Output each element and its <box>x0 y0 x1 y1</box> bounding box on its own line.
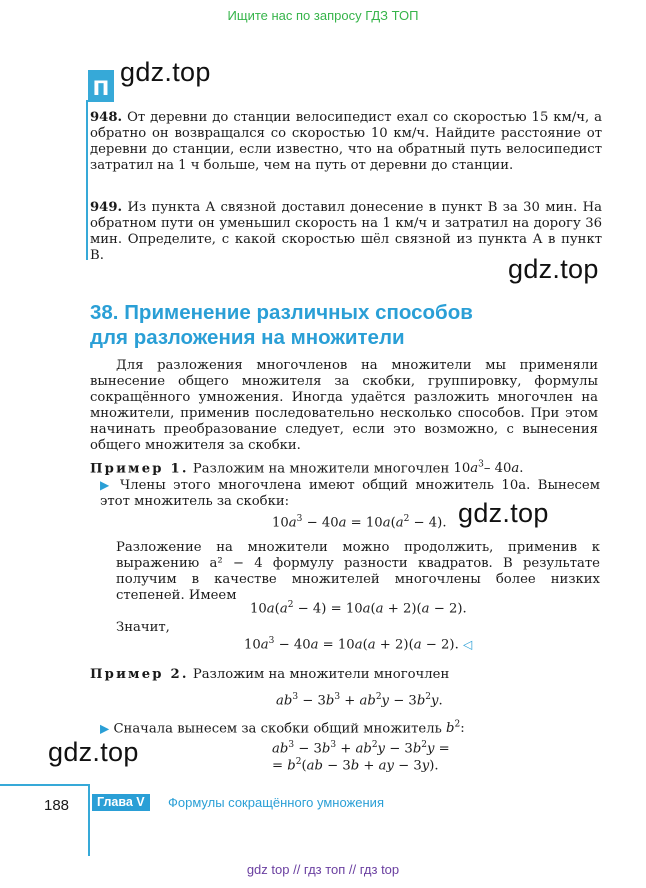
chapter-badge: Глава V <box>92 794 150 811</box>
solution-start-arrow-icon: ▶ <box>100 478 113 492</box>
p-marker-icon: п <box>88 70 114 102</box>
example1-polynomial: $10a^3-$ 40a. <box>453 460 524 477</box>
footer-divider <box>0 784 90 786</box>
example2-task-text: Разложим на множители многочлен <box>192 667 450 682</box>
top-banner: Ищите нас по запросу ГДЗ ТОП <box>227 8 419 23</box>
solution-end-triangle-icon: ◁ <box>462 637 473 652</box>
problem-text: От деревни до станции велосипедист ехал со скоростью 15 км/ч, а обратно он возвращался со скоростью 10 км/ч. Найдите расстояние от деревни до станции, если известно, что на обратный путь велосипедист затратил на 1 ч больше, чем на путь от деревни до станции. <box>90 110 602 173</box>
formula-4: $ab^3 - 3b^3 + ab^2y - 3b^2y$. <box>276 692 443 709</box>
example1-label: Пример 1. <box>90 461 189 477</box>
problem-number: 948. <box>90 110 123 125</box>
page-number: 188 <box>44 797 70 814</box>
formula-5b: = $b^2(ab - 3b$ + ay − 3y). <box>272 757 439 774</box>
example2-task <box>90 667 449 683</box>
chapter-title: Формулы сокращённого умножения <box>168 795 384 810</box>
watermark: gdz.top <box>120 57 211 87</box>
problem-948 <box>90 110 602 174</box>
bottom-banner: gdz top // гдз топ // гдз top <box>246 862 400 877</box>
watermark: gdz.top <box>458 498 549 528</box>
formula-3: $10a^3 - 40a = 10a(a + 2)(a - 2)$. ◁ <box>244 636 473 653</box>
example2-label: Пример 2. <box>90 667 189 682</box>
example2-lead <box>100 717 465 737</box>
formula-1: $10a^3 - 40a = 10a(a^2 - 4)$. <box>272 514 447 531</box>
problem-number: 949. <box>90 200 123 215</box>
example2-lead-text: Сначала вынесем за скобки общий множитель <box>113 721 446 737</box>
formula-5a: $ab^3 - 3b^3 + ab^2y - 3b^2y$ = <box>272 740 450 757</box>
watermark: gdz.top <box>508 254 599 284</box>
example2-common-factor: $b^2$: <box>446 720 465 737</box>
section-title <box>90 300 610 350</box>
intro-paragraph: Для разложения многочленов на множители мы применяли вынесение общего множителя за скобки, группировку, формулы сокращённого умножения. Иногда удаётся разложить многочлен на множители, применив последовательно несколько способов. При этом начинать преобразование следует, если это возможно, с вынесения общего множителя за скобки. <box>90 358 598 453</box>
example1-task <box>90 457 523 477</box>
example1-task-text: Разложим на множители многочлен <box>192 461 454 477</box>
example1-solution-lead: Члены этого многочлена имеют общий множитель 10a. Вынесем этот множитель за скобки: <box>100 478 600 509</box>
znachit: Значит, <box>116 620 170 635</box>
section-title-line1: 38. Применение различных способов <box>90 301 473 324</box>
watermark: gdz.top <box>48 737 139 767</box>
problem-text: Из пункта A связной доставил донесение в пункт B за 30 мин. На обратном пути он уменьшил скорость на 1 км/ч и затратил на дорогу 36 мин. Определите, с какой скоростью шёл связной из пункта A в пункт B. <box>90 200 602 263</box>
problem-side-bar <box>86 100 88 260</box>
section-title-line2: для разложения на множители <box>90 326 405 349</box>
footer-divider-vertical <box>88 784 90 856</box>
solution-start-arrow-icon: ▶ <box>100 721 110 736</box>
example1-continue: Разложение на множители можно продолжить, применив к выражению a² − 4 формулу разности квадратов. В результате получим в качестве множителей многочлены более низких степеней. Имеем <box>116 540 600 603</box>
formula-2: $10a(a^2 - 4) = 10a(a + 2)(a - 2)$. <box>250 600 467 617</box>
